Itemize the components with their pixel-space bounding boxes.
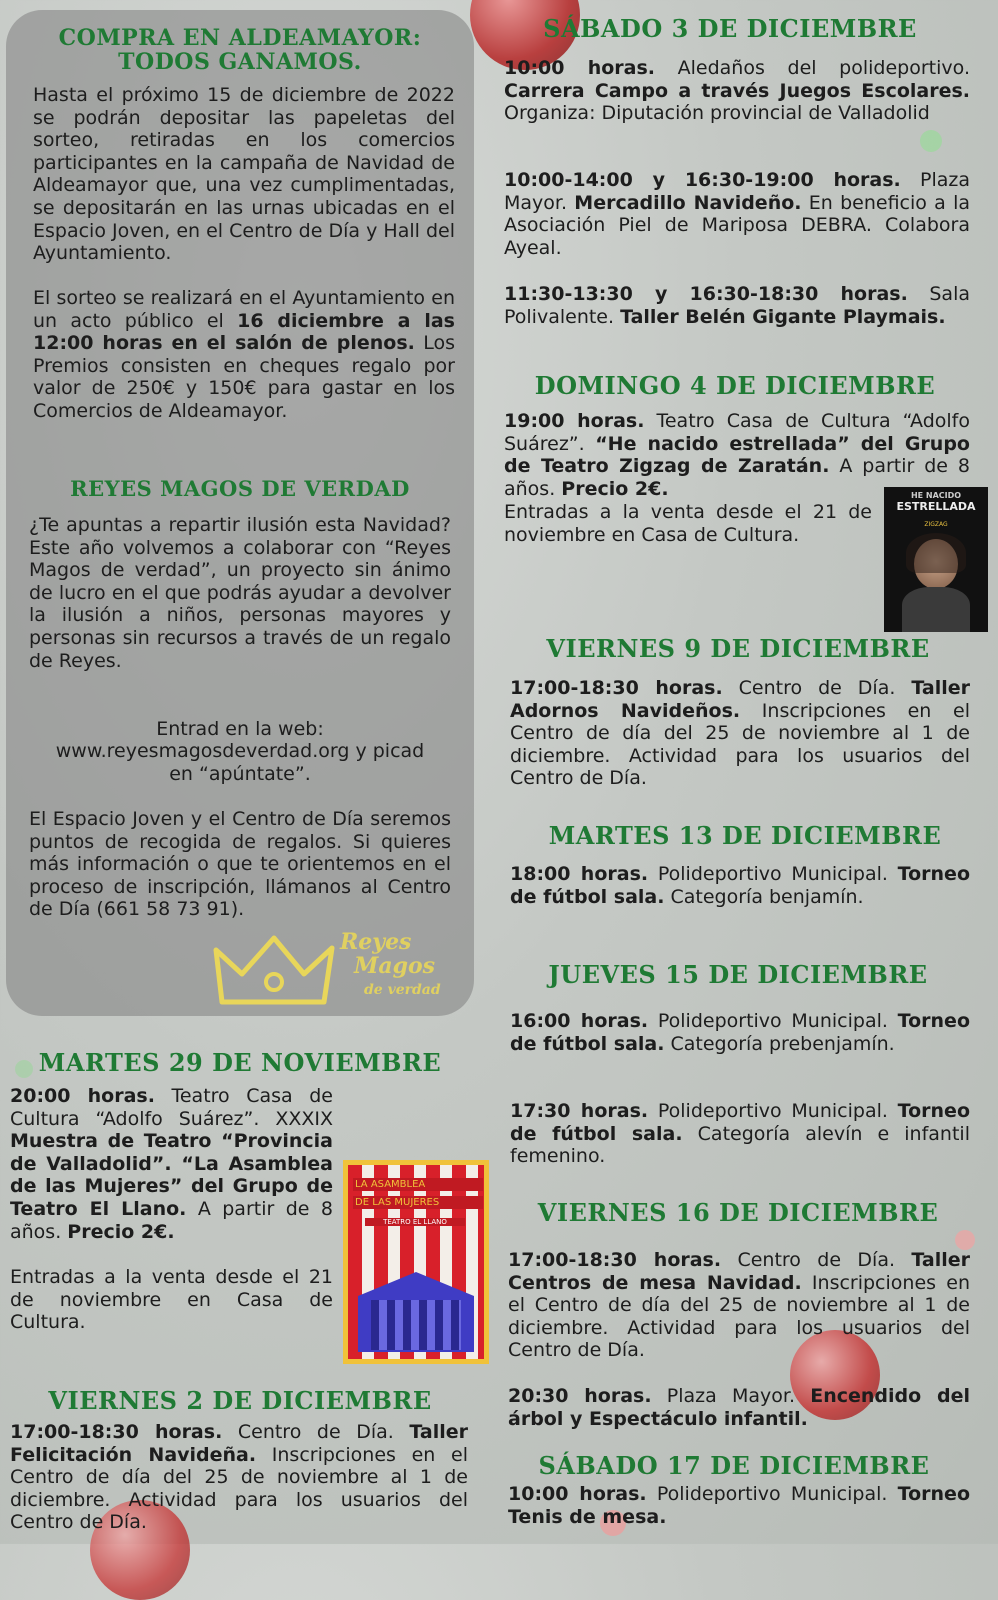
martes13-text: 18:00 horas. Polideportivo Municipal. Torneo de fútbol sala. Categoría benjamín. [510, 863, 970, 908]
compra-text-2: El sorteo se realizará en el Ayuntamiento en un acto público el 16 diciembre a las 12:00 horas en el salón de plenos. Los Premios consisten en cheques regalo por valor de 250€ y 150€ para gastar en los Comercios de Aldeamayor. [33, 287, 455, 422]
viernes16-event-2: 20:30 horas. Plaza Mayor. Encendido del árbol y Espectáculo infantil. [508, 1385, 970, 1430]
viernes16-title: VIERNES 16 DE DICIEMBRE [537, 1198, 939, 1227]
light-3 [955, 1230, 975, 1250]
reyes-web-link[interactable]: www.reyesmagosdeverdad.org y picad [55, 740, 425, 762]
reyes-logo-text: Reyes Magos de verdad [340, 929, 441, 998]
sabado3-event-2: 10:00-14:00 y 16:30-19:00 horas. Plaza Mayor. Mercadillo Navideño. En beneficio a la Asociación Piel de Mariposa DEBRA. Colabora Ayeal. [504, 169, 970, 259]
domingo4-title: DOMINGO 4 DE DICIEMBRE [534, 371, 936, 400]
viernes2-text: 17:00-18:30 horas. Centro de Día. Taller Felicitación Navideña. Inscripciones en el Centro de día del 25 de noviembre al 1 de diciembre. Actividad para los usuarios del Centro de Día. [10, 1421, 469, 1534]
sabado3-event-1: 10:00 horas. Aledaños del polideportivo. Carrera Campo a través Juegos Escolares. Organiza: Diputación provincial de Valladolid [504, 57, 970, 125]
martes29-title: MARTES 29 DE NOVIEMBRE [38, 1048, 442, 1077]
sabado3-event-3: 11:30-13:30 y 16:30-18:30 horas. Sala Polivalente. Taller Belén Gigante Playmais. [504, 283, 970, 328]
martes29-text: 20:00 horas. Teatro Casa de Cultura “Adolfo Suárez”. XXXIX Muestra de Teatro “Provincia de Valladolid”. “La Asamblea de las Mujeres” del Grupo de Teatro El Llano. A partir de 8 años. Precio 2€. [10, 1085, 333, 1243]
martes13-title: MARTES 13 DE DICIEMBRE [548, 821, 942, 850]
reyes-text-1: ¿Te apuntas a repartir ilusión esta Navidad? Este año volvemos a colaborar con “Reyes Magos de verdad”, un proyecto sin ánimo de lucro en el que podrás ayudar a devolver la ilusión a niños, personas mayores y personas sin recursos a través de un regalo de Reyes. [29, 514, 451, 672]
reyes-title: REYES MAGOS DE VERDAD [70, 476, 410, 501]
jueves15-title: JUEVES 15 DE DICIEMBRE [548, 960, 928, 989]
domingo4-text: 19:00 horas. Teatro Casa de Cultura “Adolfo Suárez”. “He nacido estrellada” del Grupo de Teatro Zigzag de Zaratán. A partir de 8 años. Precio 2€. [504, 410, 970, 500]
reyes-text-3: El Espacio Joven y el Centro de Día seremos puntos de recogida de regalos. Si quieres más información o que te orientemos en el proceso de inscripción, llámanos al Centro de Día (661 58 73 91). [29, 808, 451, 921]
poster-estrellada: HE NACIDO ESTRELLADA ZIGZAG [884, 487, 988, 632]
reyes-web-intro: Entrad en la web: [156, 718, 324, 740]
light-1 [920, 130, 942, 152]
compra-title: COMPRA EN ALDEAMAYOR: TODOS GANAMOS. [58, 25, 422, 75]
jueves15-event-2: 17:30 horas. Polideportivo Municipal. Torneo de fútbol sala. Categoría alevín e infantil femenino. [510, 1100, 970, 1168]
jueves15-event-1: 16:00 horas. Polideportivo Municipal. Torneo de fútbol sala. Categoría prebenjamín. [510, 1010, 970, 1055]
crown-icon [212, 932, 337, 1010]
domingo4-tickets: Entradas a la venta desde el 21 de noviembre en Casa de Cultura. [504, 501, 872, 546]
viernes9-title: VIERNES 9 DE DICIEMBRE [546, 634, 930, 663]
reyes-web-end: en “apúntate”. [169, 763, 311, 785]
martes29-tickets: Entradas a la venta desde el 21 de noviembre en Casa de Cultura. [10, 1266, 333, 1334]
poster-asamblea: LA ASAMBLEA DE LAS MUJERES TEATRO EL LLANO [343, 1160, 489, 1364]
compra-text-1: Hasta el próximo 15 de diciembre de 2022 se podrán depositar las papeletas del sorteo, retiradas en los comercios participantes en la campaña de Navidad de Aldeamayor que, una vez cumplimentadas, se depositarán en las urnas ubicadas en el Espacio Joven, en el Centro de Día y Hall del Ayuntamiento. [33, 84, 455, 265]
sabado17-text: 10:00 horas. Polideportivo Municipal. Torneo Tenis de mesa. [508, 1483, 970, 1528]
viernes2-title: VIERNES 2 DE DICIEMBRE [48, 1386, 432, 1415]
viernes9-text: 17:00-18:30 horas. Centro de Día. Taller Adornos Navideños. Inscripciones en el Centro de día del 25 de noviembre al 1 de diciembre. Actividad para los usuarios del Centro de Día. [510, 677, 970, 790]
viernes16-event-1: 17:00-18:30 horas. Centro de Día. Taller Centros de mesa Navidad. Inscripciones en el Centro de día del 25 de noviembre al 1 de diciembre. Actividad para los usuarios del Centro de Día. [508, 1249, 970, 1362]
sabado17-title: SÁBADO 17 DE DICIEMBRE [538, 1451, 930, 1480]
sabado3-title: SÁBADO 3 DE DICIEMBRE [543, 14, 917, 43]
